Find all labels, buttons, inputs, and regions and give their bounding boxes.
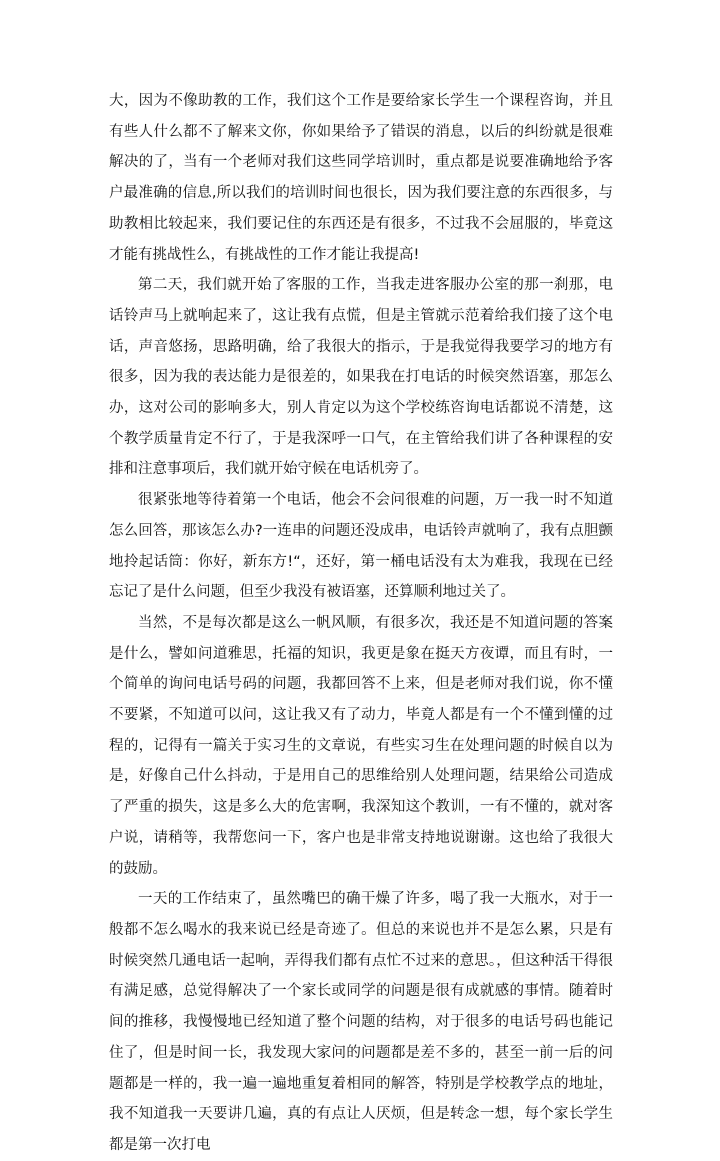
paragraph-5: 一天的工作结束了，虽然嘴巴的确干燥了许多，喝了我一大瓶水，对于一般都不怎么喝水的我来说已经是奇迹了。但总的来说也并不是怎么累，只是有时候突然几通电话一起响，弄得我们都有点忙不过来的意思。，但这种活干得很有满足感，总觉得解决了一个家长或同学的问题是很有成就感的事情。随着时间的推移，我慢慢地已经知道了整个问题的结构，对于很多的电话号码也能记住了，但是时间一长，我发现大家问的问题都是差不多的，甚至一前一后的问题都是一样的，我一遍一遍地重复着相同的解答，特别是学校教学点的地址，我不知道我一天要讲几遍，真的有点让人厌烦，但是转念一想，每个家长学生都是第一次打电 bbox=[109, 891, 613, 1153]
paragraph-4: 当然，不是每次都是这么一帆风顺，有很多次，我还是不知道问题的答案是什么，譬如问道雅思，托福的知识，我更是象在挺天方夜谭，而且有时，一个简单的询问电话号码的问题，我都回答不上来，但是老师对我们说，你不懂不要紧，不知道可以问，这让我又有了动力，毕竟人都是有一个不懂到懂的过程的，记得有一篇关于实习生的文章说，有些实习生在处理问题的时候自以为是，好像自己什么抖动，于是用自己的思维给别人处理问题，结果给公司造成了严重的损失，这是多么大的危害啊，我深知这个教训，一有不懂的，就对客户说，请稍等，我帮您问一下，客户也是非常支持地说谢谢。这也给了我很大的鼓励。 bbox=[109, 614, 613, 877]
paragraph-2: 第二天，我们就开始了客服的工作，当我走进客服办公室的那一刹那，电话铃声马上就响起来了，这让我有点慌，但是主管就示范着给我们接了这个电话，声音悠扬，思路明确，给了我很大的指示，于是我觉得我要学习的地方有很多，因为我的表达能力是很差的，如果我在打电话的时候突然语塞，那怎么办，这对公司的影响多大，别人肯定以为这个学校练咨询电话都说不清楚，这个教学质量肯定不行了，于是我深呼一口气，在主管给我们讲了各种课程的安排和注意事项后，我们就开始守候在电话机旁了。 bbox=[109, 277, 613, 478]
document-body bbox=[109, 86, 613, 1161]
paragraph-1: 大，因为不像助教的工作，我们这个工作是要给家长学生一个课程咨询，并且有些人什么都不了解来文你，你如果给予了错误的消息，以后的纠纷就是很难解决的了，当有一个老师对我们这些同学培训时，重点都是说要准确地给予客户最准确的信息,所以我们的培训时间也很长，因为我们要注意的东西很多，与助教相比较起来，我们要记住的东西还是有很多，不过我不会屈服的，毕竟这才能有挑战性么，有挑战性的工作才能让我提高! bbox=[109, 93, 613, 263]
paragraph-3: 很紧张地等待着第一个电话，他会不会问很难的问题，万一我一时不知道怎么回答，那该怎么办?一连串的问题还没成串，电话铃声就响了，我有点胆颤地拎起话筒：你好，新东方!“，还好，第一桶电话没有太为难我，我现在已经忘记了是什么问题，但至少我没有被语塞，还算顺利地过关了。 bbox=[109, 492, 613, 601]
